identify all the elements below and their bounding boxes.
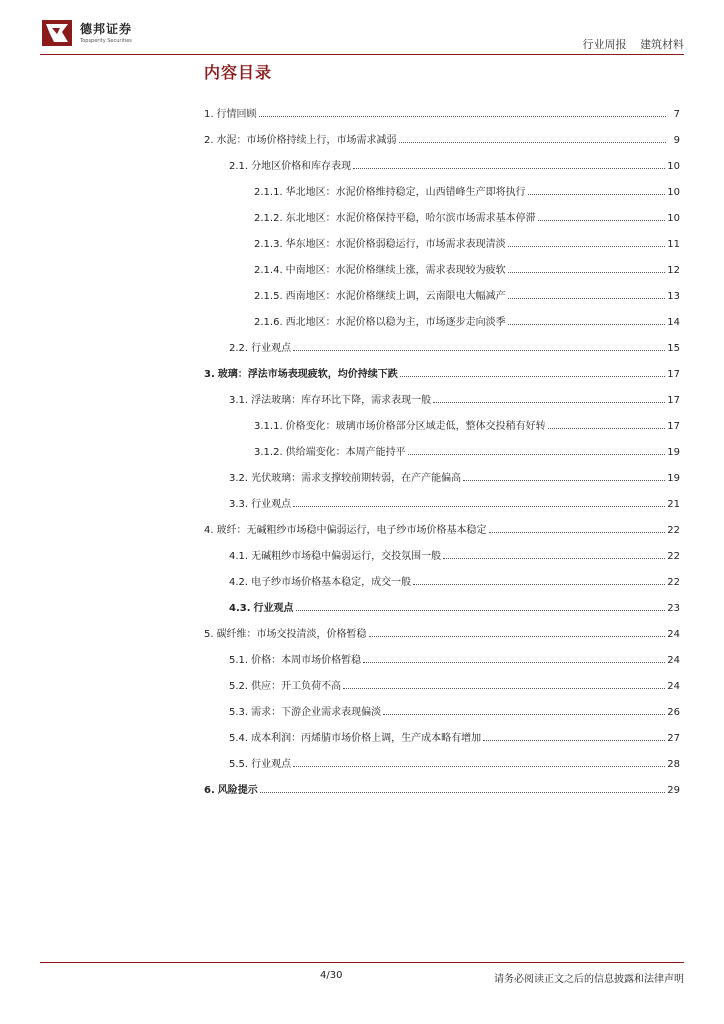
toc-entry[interactable] [204,354,680,380]
toc-entry-title: 碳纤维：市场交投清淡，价格暂稳 [216,629,367,640]
toc-entry-page: 19 [667,473,680,484]
toc-entry-title: 玻璃：浮法市场表现疲软，均价持续下跌 [217,369,398,380]
toc-entry[interactable] [204,250,680,276]
toc-entry[interactable] [204,536,680,562]
toc-dot-leader [483,740,665,741]
toc-entry[interactable] [204,146,680,172]
toc-entry[interactable] [204,198,680,224]
toc-entry-number: 6. [204,785,215,796]
toc-dot-leader [463,480,665,481]
toc-entry-page: 12 [667,265,680,276]
toc-entry[interactable] [204,640,680,666]
toc-entry-page: 9 [673,135,680,146]
sector-name: 建筑材料 [640,38,684,51]
table-of-contents [204,94,680,796]
toc-entry-page: 11 [667,239,680,250]
toc-entry-title: 水泥：市场价格持续上行，市场需求减弱 [216,135,397,146]
toc-entry[interactable] [204,692,680,718]
toc-entry-title: 供应：开工负荷不高 [251,681,342,692]
toc-entry-title: 电子纱市场价格基本稳定，成交一般 [251,577,412,588]
toc-entry-title: 风险提示 [217,785,258,796]
toc-entry-page: 21 [667,499,680,510]
toc-entry-number: 5.2. [229,681,249,692]
toc-entry-title: 中南地区：水泥价格继续上涨，需求表现较为疲软 [285,265,506,276]
toc-entry-title: 行情回顾 [216,109,257,120]
toc-entry-title: 行业观点 [251,343,292,354]
toc-entry[interactable] [204,172,680,198]
toc-entry-page: 23 [667,603,680,614]
toc-entry-title: 行业观点 [251,759,292,770]
toc-entry-number: 3.3. [229,499,249,510]
toc-title: 内容目录 [204,63,273,82]
toc-dot-leader [293,506,665,507]
toc-entry-page: 17 [667,395,680,406]
toc-entry-number: 5.5. [229,759,249,770]
toc-entry-title: 光伏玻璃：需求支撑较前期转弱，在产产能偏高 [251,473,462,484]
toc-entry-number: 2.1.2. [254,213,283,224]
toc-entry-title: 分地区价格和库存表现 [251,161,352,172]
page-number: 4/30 [320,970,343,981]
logo-english-name: Topsperity Securities [80,38,132,44]
toc-entry-number: 5.4. [229,733,249,744]
toc-dot-leader [413,584,665,585]
toc-entry-page: 29 [667,785,680,796]
toc-entry-number: 2.2. [229,343,249,354]
toc-entry-number: 2.1.3. [254,239,283,250]
toc-entry[interactable] [204,718,680,744]
toc-entry[interactable] [204,432,680,458]
toc-entry-number: 4. [204,525,214,536]
toc-entry-number: 3.2. [229,473,249,484]
toc-entry-title: 需求：下游企业需求表现偏淡 [251,707,382,718]
toc-entry-title: 西北地区：水泥价格以稳为主，市场逐步走向淡季 [285,317,506,328]
toc-entry-title: 玻纤：无碱粗纱市场稳中偏弱运行，电子纱市场价格基本稳定 [216,525,487,536]
toc-dot-leader [260,792,666,793]
toc-entry-number: 3.1.1. [254,421,283,432]
toc-entry-page: 24 [667,681,680,692]
toc-entry-title: 成本利润：丙烯腈市场价格上调，生产成本略有增加 [251,733,482,744]
toc-entry-page: 17 [667,369,680,380]
header-category [573,36,685,52]
toc-entry[interactable] [204,744,680,770]
toc-entry-title: 行业观点 [253,603,294,614]
toc-entry-number: 5. [204,629,214,640]
toc-dot-leader [538,220,666,221]
toc-entry-page: 26 [667,707,680,718]
toc-dot-leader [369,636,666,637]
toc-dot-leader [508,298,666,299]
toc-dot-leader [293,350,665,351]
toc-entry-number: 5.1. [229,655,249,666]
toc-dot-leader [259,116,666,117]
toc-entry-title: 价格变化：玻璃市场价格部分区域走低，整体交投稍有好转 [285,421,546,432]
toc-entry-title: 供给端变化：本周产能持平 [285,447,406,458]
toc-entry-page: 13 [667,291,680,302]
toc-entry[interactable] [204,666,680,692]
toc-dot-leader [508,324,666,325]
toc-entry[interactable] [204,276,680,302]
toc-entry-number: 4.2. [229,577,249,588]
toc-entry[interactable] [204,406,680,432]
toc-entry-title: 西南地区：水泥价格继续上调，云南限电大幅减产 [285,291,506,302]
toc-entry-page: 15 [667,343,680,354]
toc-entry-title: 行业观点 [251,499,292,510]
toc-entry[interactable] [204,94,680,120]
toc-dot-leader [363,662,665,663]
logo-chinese-name: 德邦证券 [80,22,133,36]
toc-entry-number: 3.1. [229,395,249,406]
toc-entry[interactable] [204,328,680,354]
toc-entry[interactable] [204,562,680,588]
toc-entry-number: 5.3. [229,707,249,718]
toc-entry-page: 22 [667,525,680,536]
toc-dot-leader [489,532,666,533]
toc-entry-page: 7 [673,109,680,120]
toc-dot-leader [353,168,665,169]
toc-entry-page: 10 [667,213,680,224]
toc-entry-number: 2.1. [229,161,249,172]
toc-entry-page: 22 [667,577,680,588]
toc-entry-page: 17 [667,421,680,432]
toc-entry[interactable] [204,458,680,484]
company-logo-icon [40,14,76,50]
header-divider [40,54,684,55]
toc-entry-page: 27 [667,733,680,744]
toc-entry-title: 东北地区：水泥价格保持平稳，哈尔滨市场需求基本停滞 [285,213,536,224]
report-type: 行业周报 [582,38,627,51]
toc-entry[interactable] [204,484,680,510]
toc-dot-leader [408,454,666,455]
toc-entry[interactable] [204,588,680,614]
footer-divider [40,962,684,963]
toc-entry-page: 24 [667,629,680,640]
toc-entry[interactable] [204,224,680,250]
toc-dot-leader [433,402,665,403]
toc-entry[interactable] [204,770,680,796]
legal-disclaimer: 请务必阅读正文之后的信息披露和法律声明 [494,974,684,985]
toc-dot-leader [296,610,666,611]
toc-dot-leader [383,714,665,715]
toc-entry[interactable] [204,614,680,640]
page-header [0,0,724,60]
toc-dot-leader [293,766,665,767]
toc-entry-title: 浮法玻璃：库存环比下降，需求表现一般 [251,395,432,406]
toc-entry-title: 价格：本周市场价格暂稳 [251,655,362,666]
toc-dot-leader [399,142,666,143]
toc-entry-page: 22 [667,551,680,562]
toc-entry-number: 2.1.6. [254,317,283,328]
toc-dot-leader [343,688,665,689]
toc-dot-leader [508,272,666,273]
toc-entry-title: 华东地区：水泥价格弱稳运行，市场需求表现清淡 [285,239,506,250]
toc-entry[interactable] [204,302,680,328]
toc-entry-title: 华北地区：水泥价格维持稳定，山西错峰生产即将执行 [285,187,526,198]
toc-entry[interactable] [204,380,680,406]
toc-entry-number: 4.3. [229,603,251,614]
toc-entry-number: 1. [204,109,214,120]
toc-entry-number: 2.1.1. [254,187,283,198]
toc-dot-leader [528,194,666,195]
toc-entry-title: 无碱粗纱市场稳中偏弱运行，交投氛围一般 [251,551,442,562]
toc-dot-leader [400,376,666,377]
toc-entry-page: 19 [667,447,680,458]
toc-entry-number: 2.1.5. [254,291,283,302]
toc-entry-page: 10 [667,187,680,198]
logo [40,14,132,50]
toc-entry-number: 4.1. [229,551,249,562]
toc-entry-number: 3.1.2. [254,447,283,458]
toc-entry-page: 14 [667,317,680,328]
toc-entry-page: 10 [667,161,680,172]
toc-entry-number: 3. [204,369,215,380]
toc-entry-number: 2.1.4. [254,265,283,276]
toc-entry-number: 2. [204,135,214,146]
toc-dot-leader [443,558,665,559]
toc-entry-page: 28 [667,759,680,770]
toc-entry[interactable] [204,510,680,536]
toc-entry[interactable] [204,120,680,146]
toc-entry-page: 24 [667,655,680,666]
toc-dot-leader [508,246,666,247]
toc-dot-leader [548,428,666,429]
